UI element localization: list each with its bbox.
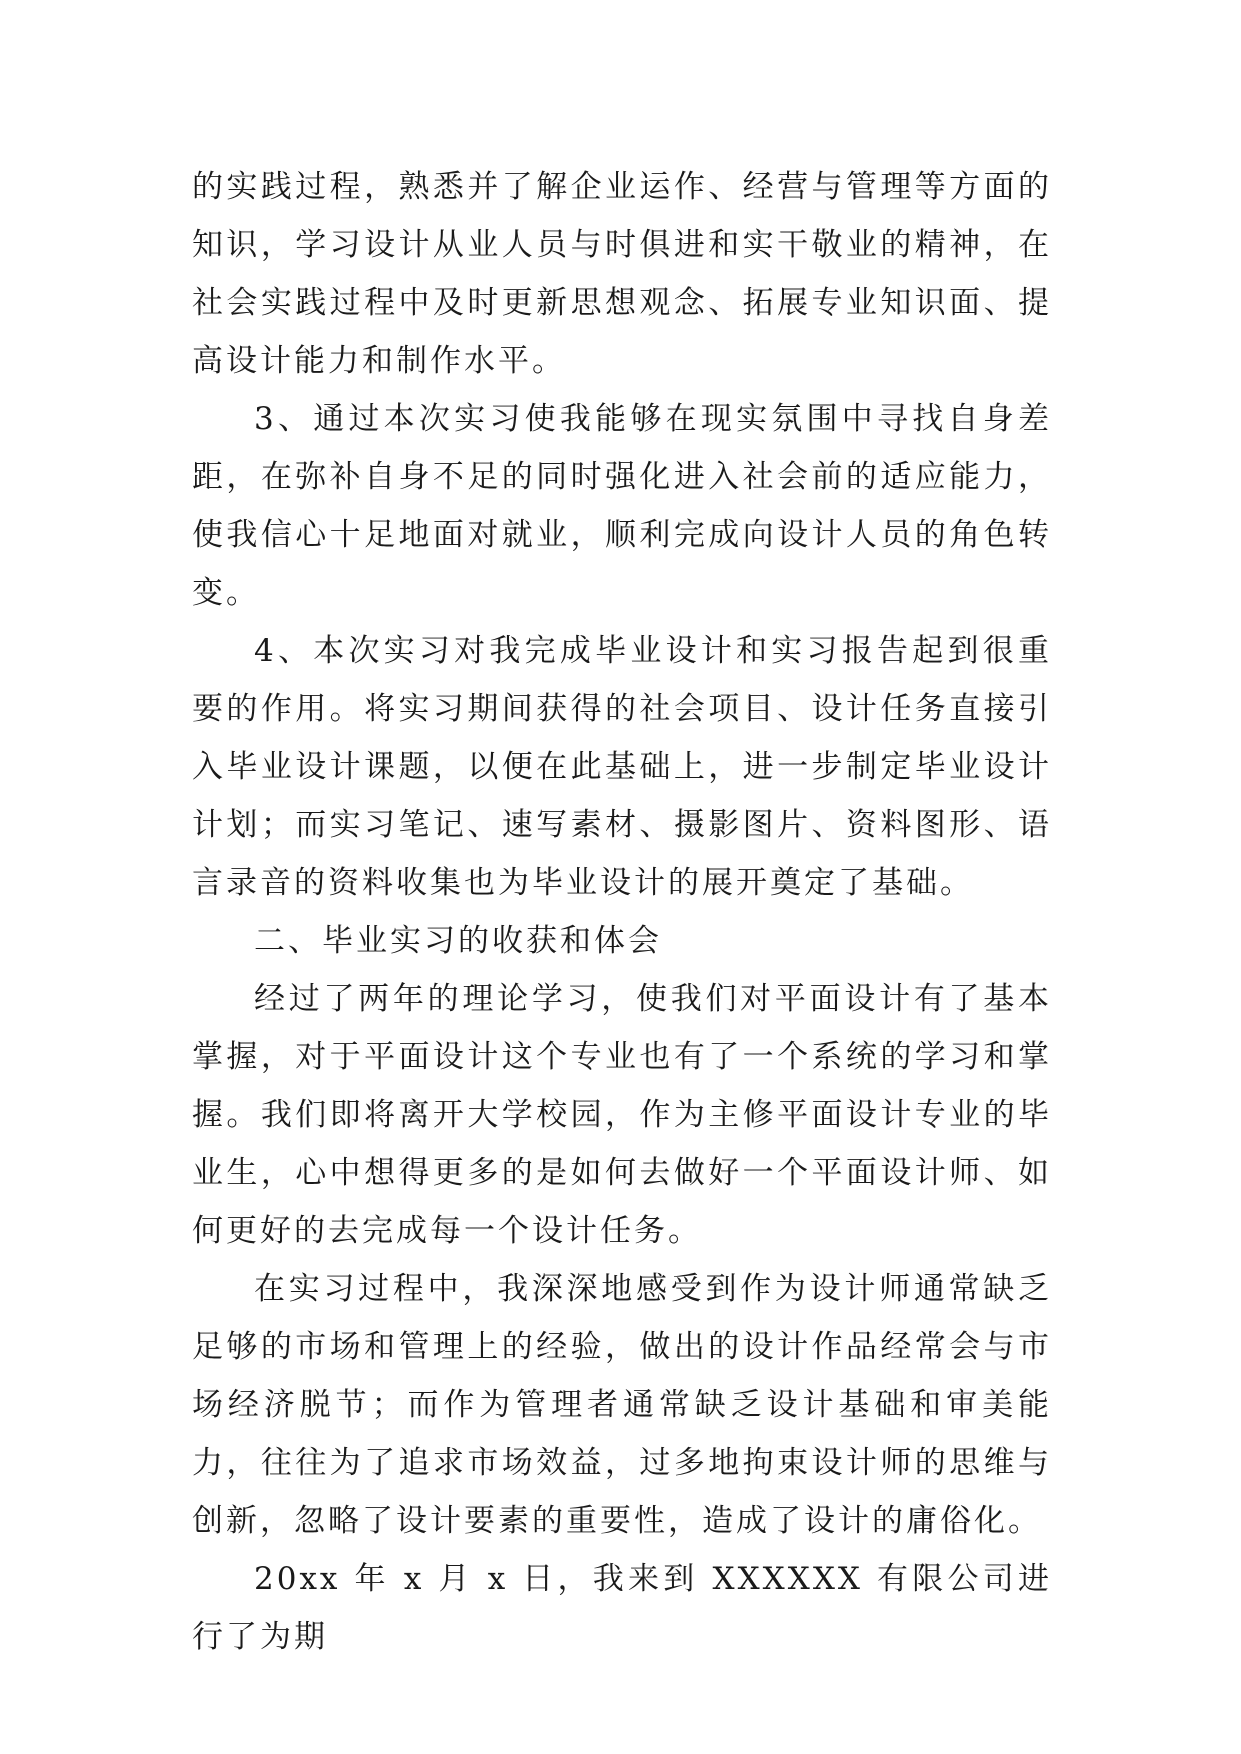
paragraph-practice-process: 的实践过程，熟悉并了解企业运作、经营与管理等方面的知识，学习设计从业人员与时俱进和实干敬业的精神，在社会实践过程中及时更新思想观念、拓展专业知识面、提高设计能力和制作水平。 (192, 169, 1052, 379)
paragraph-internship-start: 20xx 年 x 月 x 日，我来到 XXXXXX 有限公司进行了为期 (192, 1561, 1052, 1655)
paragraph-internship-reflection: 在实习过程中，我深深地感受到作为设计师通常缺乏足够的市场和管理上的经验，做出的设计作品经常会与市场经济脱节；而作为管理者通常缺乏设计基础和审美能力，往往为了追求市场效益，过多地拘束设计师的思维与创新，忽略了设计要素的重要性，造成了设计的庸俗化。 (192, 1271, 1052, 1539)
paragraph-item-3: 3、通过本次实习使我能够在现实氛围中寻找自身差距，在弥补自身不足的同时强化进入社会前的适应能力，使我信心十足地面对就业，顺利完成向设计人员的角色转变。 (192, 401, 1052, 611)
document-body (192, 158, 1052, 1666)
paragraph-item-4: 4、本次实习对我完成毕业设计和实习报告起到很重要的作用。将实习期间获得的社会项目、设计任务直接引入毕业设计课题，以便在此基础上，进一步制定毕业设计计划；而实习笔记、速写素材、摄影图片、资料图形、语言录音的资料收集也为毕业设计的展开奠定了基础。 (192, 633, 1052, 901)
section-heading-gains: 二、毕业实习的收获和体会 (254, 923, 662, 959)
paragraph-two-years-study: 经过了两年的理论学习，使我们对平面设计有了基本掌握，对于平面设计这个专业也有了一个系统的学习和掌握。我们即将离开大学校园，作为主修平面设计专业的毕业生，心中想得更多的是如何去做好一个平面设计师、如何更好的去完成每一个设计任务。 (192, 981, 1052, 1249)
